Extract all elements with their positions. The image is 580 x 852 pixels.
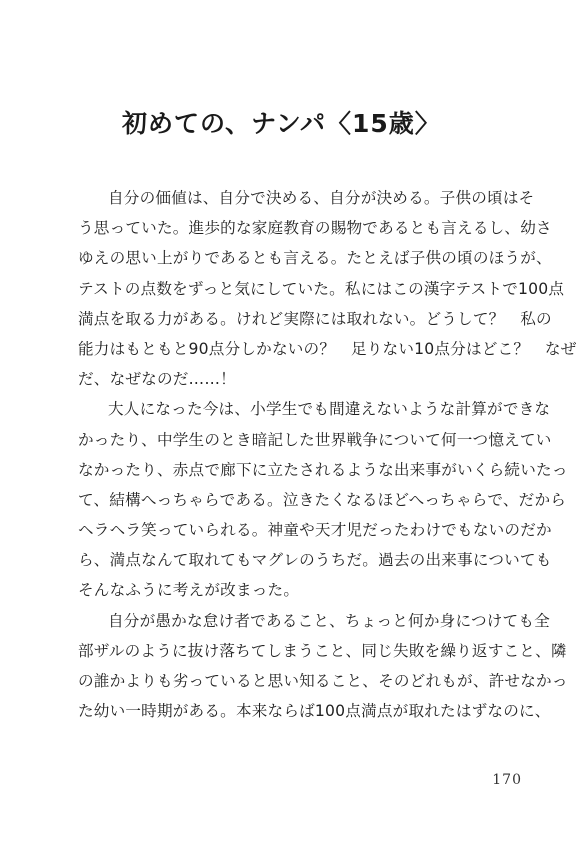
body-line: そんなふうに考えが改まった。 (78, 581, 300, 600)
body-line: う思っていた。進歩的な家庭教育の賜物であるとも言えるし、幼さ (78, 219, 552, 238)
body-line: 部ザルのように抜け落ちてしまうこと、同じ失敗を繰り返すこと、隣 (78, 641, 567, 660)
body-line: た幼い一時期がある。本来ならば100点満点が取れたはずなのに、 (78, 702, 551, 721)
chapter-title: 初めての、ナンパ〈15歳〉 (122, 109, 441, 138)
body-line: なかったり、赤点で廊下に立たされるような出来事がいくら続いたっ (78, 460, 568, 479)
body-line: テストの点数をずっと気にしていた。私にはこの漢字テストで100点 (78, 279, 565, 298)
body-line: て、結構へっちゃらである。泣きたくなるほどへっちゃらで、だから (78, 490, 567, 509)
body-line: 満点を取る力がある。けれど実際には取れない。どうして？ 私の (78, 309, 552, 328)
body-line: ヘラヘラ笑っていられる。神童や天才児だったわけでもないのだか (78, 521, 552, 540)
page-number: 170 (492, 772, 522, 788)
body-line: ら、満点なんて取れてもマグレのうちだ。過去の出来事についても (78, 551, 552, 570)
body-line: ゆえの思い上がりであるとも言える。たとえば子供の頃のほうが、 (78, 249, 552, 268)
body-line: だ、なぜなのだ……！ (78, 370, 236, 389)
body-line: 大人になった今は、小学生でも間違えないような計算ができな (108, 400, 551, 419)
body-line: 自分が愚かな怠け者であること、ちょっと何か身につけても全 (108, 611, 550, 630)
body-line: 自分の価値は、自分で決める、自分が決める。子供の頃はそ (108, 189, 535, 207)
body-line: 能力はもともと90点分しかないの？ 足りない10点分はどこ？ なぜ (78, 339, 577, 358)
body-line: かったり、中学生のとき暗記した世界戦争について何一つ憶えてい (78, 430, 552, 449)
body-text (78, 183, 577, 726)
body-line: の誰かよりも劣っていると思い知ること、そのどれもが、許せなかっ (78, 672, 568, 690)
